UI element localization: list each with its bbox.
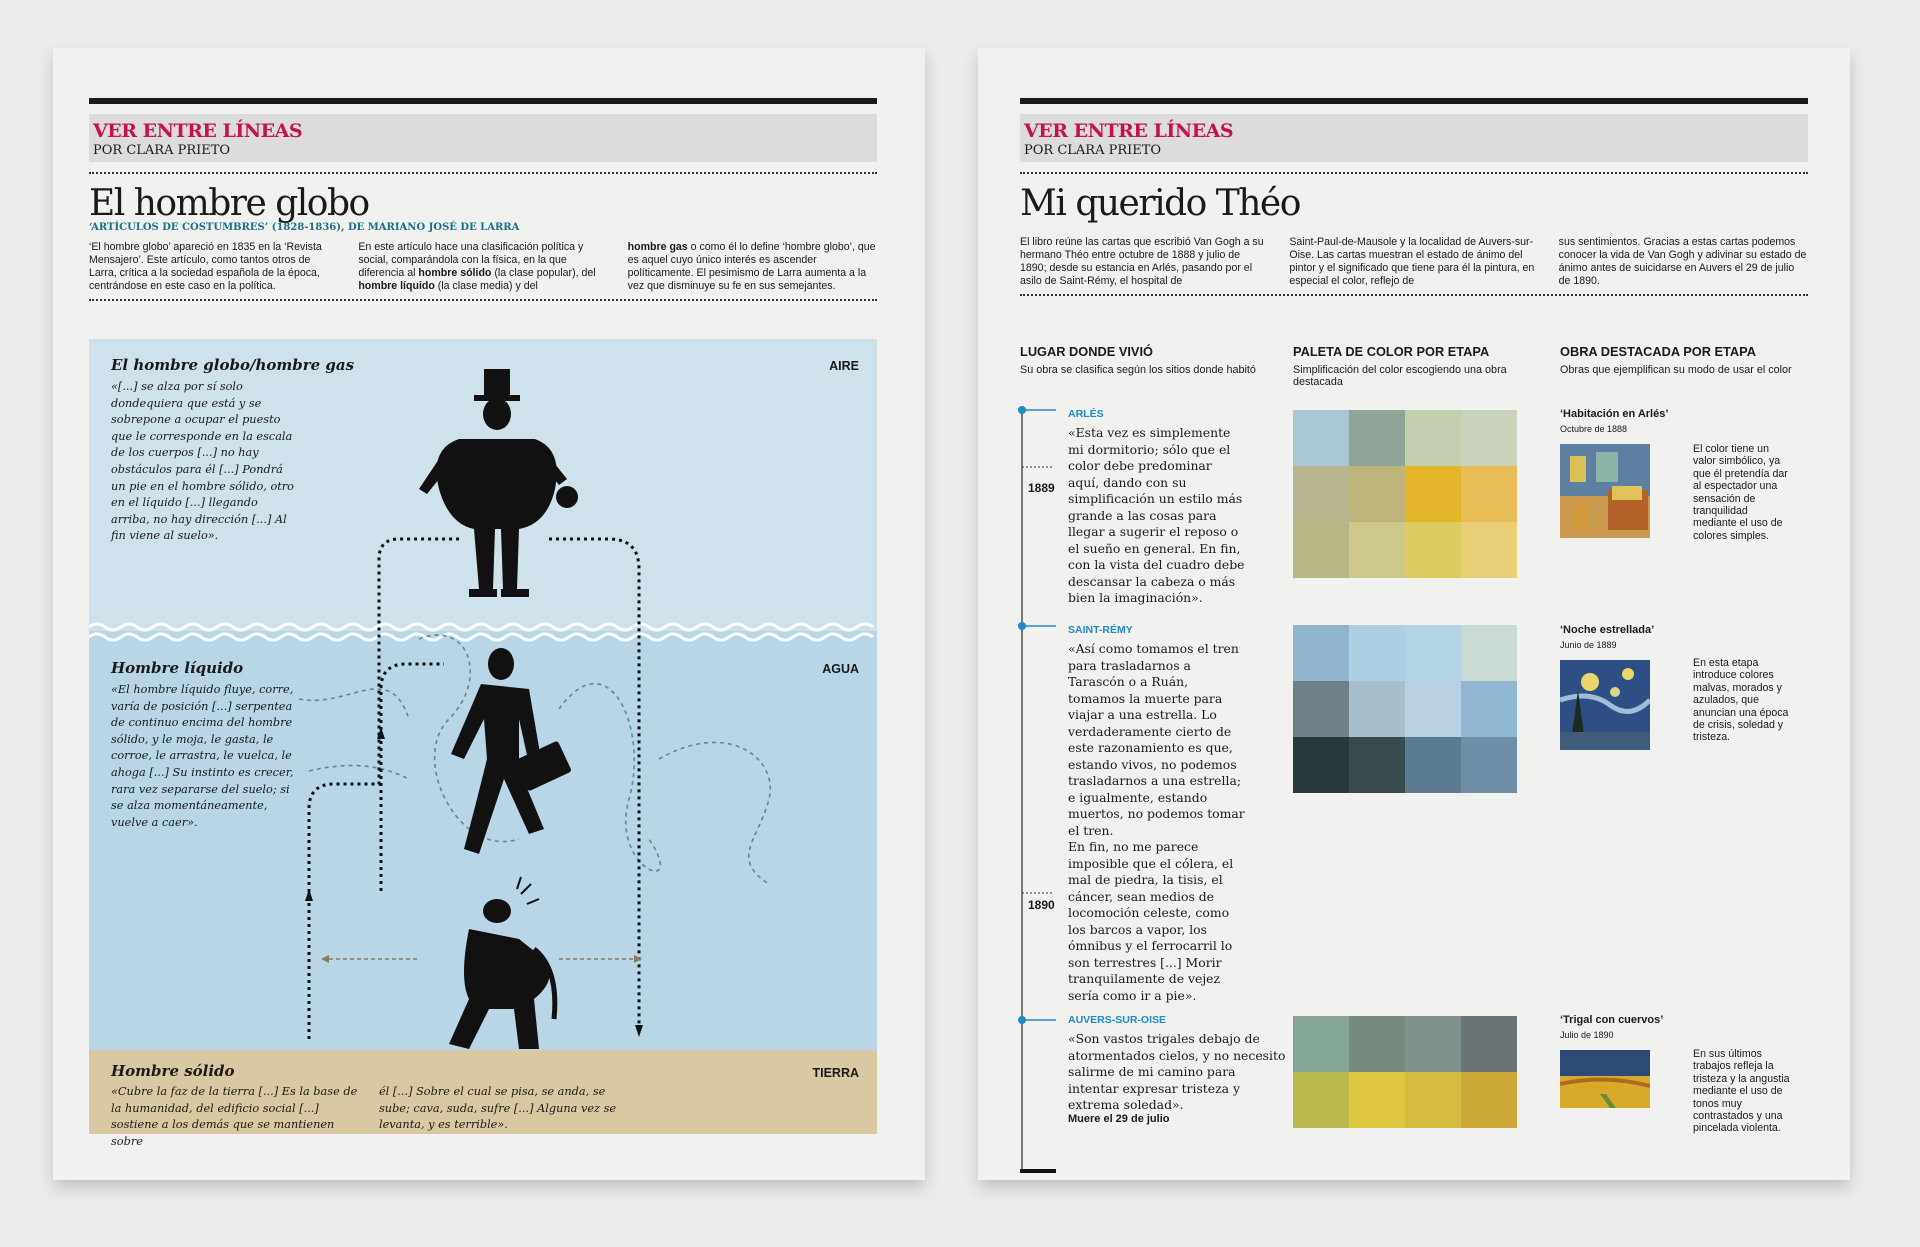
palette-swatch — [1461, 1072, 1517, 1128]
wave-line — [89, 634, 873, 640]
work-desc-arles: El color tiene un valor simbólico, ya que él pretendía dar al espectador una sensación de tranquilidad mediante el uso de colores simples. — [1693, 443, 1788, 542]
palette-swatch — [1461, 1016, 1517, 1072]
left-page — [53, 48, 925, 1180]
water-label: AGUA — [822, 662, 859, 676]
quote-saint-remy: «Así como tomamos el tren para trasladarnos a Tarascón o a Ruán, tomamos la muerte para viajar a una estrella. Lo verdaderamente cierto de este razonamiento es que, estando vivos, no podemos trasladarnos a una estrella; e igualmente, estando muertos, no podemos tomar el tren. En fin, no me parece imposible que el cólera, el mal de piedra, la tisis, el cáncer, sean medios de locomoción celeste, como los barcos a vapor, los ómnibus y el ferrocarril lo son terrestres [...] Morir tranquilamente de vejez sería como ir a pie». — [1068, 641, 1245, 1003]
liquid-man-name: Hombre líquido — [111, 659, 244, 677]
column-work-heading: OBRA DESTACADA POR ETAPA — [1560, 344, 1756, 359]
intro-columns — [1020, 236, 1808, 288]
intro-col-3: hombre gas o como él lo define ‘hombre globo’, que es aquel cuyo único interés es ascender políticamente. El pesimismo de Larra aumenta a la vez que disminuye su fe en sus semejantes. — [627, 241, 876, 292]
column-palette-heading: PALETA DE COLOR POR ETAPA — [1293, 344, 1490, 359]
palette-swatch — [1293, 681, 1349, 737]
palette-swatch — [1349, 737, 1405, 793]
section-header — [89, 114, 877, 162]
column-work — [1560, 344, 1820, 376]
dotted-divider — [1020, 294, 1808, 296]
column-work-desc: Obras que ejemplifican su modo de usar el color — [1560, 364, 1792, 376]
column-palette-desc: Simplificación del color escogiendo una obra destacada — [1293, 364, 1507, 388]
palette-arles — [1293, 410, 1517, 578]
palette-swatch — [1405, 737, 1461, 793]
quote-arles: «Esta vez es simplemente mi dormitorio; sólo que el color debe predominar aquí, dando con su simplificación un estilo más grande a las cosas para llegar a sugerir el reposo o el sueño en general. En fin, con la vista del cuadro debe descansar la cabeza o más bien la imaginación». — [1068, 425, 1245, 605]
palette-swatch — [1293, 410, 1349, 466]
top-rule — [89, 98, 877, 104]
palette-swatch — [1349, 410, 1405, 466]
palette-swatch — [1293, 1016, 1349, 1072]
intro-columns — [89, 241, 877, 293]
work-title-auvers: ‘Trigal con cuervos’ — [1560, 1014, 1664, 1026]
palette-swatch — [1349, 466, 1405, 522]
byline: POR CLARA PRIETO — [1024, 143, 1162, 158]
palette-swatch — [1405, 410, 1461, 466]
earth-label: TIERRA — [812, 1066, 859, 1080]
painting-auvers — [1560, 1050, 1650, 1108]
top-rule — [1020, 98, 1808, 104]
palette-swatch — [1405, 625, 1461, 681]
article-title: El hombre globo — [89, 183, 369, 224]
palette-saint-remy — [1293, 625, 1517, 793]
palette-swatch — [1461, 522, 1517, 578]
column-place-desc: Su obra se clasifica según los sitios donde habitó — [1020, 364, 1256, 376]
column-palette — [1293, 344, 1523, 388]
palette-swatch — [1461, 410, 1517, 466]
work-date-saint-remy: Junio de 1889 — [1560, 640, 1617, 650]
work-desc-saint-remy: En esta etapa introduce colores malvas, morados y azulados, que anuncian una época de crisis, soledad y tristeza. — [1693, 657, 1789, 744]
place-saint-remy: SAINT-RÉMY — [1068, 624, 1133, 636]
intro-col-2: En este artículo hace una clasificación política y social, comparándola con la física, en la que diferencia al hombre sólido (la clase popular), del hombre líquido (la clase media) y del — [358, 241, 596, 292]
palette-swatch — [1405, 1016, 1461, 1072]
dotted-divider — [89, 299, 877, 301]
byline: POR CLARA PRIETO — [93, 143, 231, 158]
air-label: AIRE — [829, 359, 859, 373]
column-place — [1020, 344, 1280, 376]
right-page — [978, 48, 1850, 1180]
palette-swatch — [1405, 1072, 1461, 1128]
place-auvers: AUVERS-SUR-OISE — [1068, 1014, 1167, 1026]
left-header — [89, 98, 877, 301]
palette-swatch — [1461, 737, 1517, 793]
liquid-man-quote: «El hombre líquido fluye, corre, varía de posición [...] serpentea de continuo encima del hombre sólido, y le moja, le gasta, le corroe, le arrastra, le vuelca, le ahoga [...] Su instinto es crecer, rara vez separarse del suelo; si se alza momentáneamente, vuelve a caer». — [111, 683, 294, 829]
palette-swatch — [1293, 522, 1349, 578]
intro-col-2: Saint-Paul-de-Mausole y la localidad de Auvers-sur-Oise. Las cartas muestran el estado de ánimo del pintor y el significado que tiene para él la pintura, en especial el color, reflejo de — [1289, 236, 1535, 287]
palette-swatch — [1349, 681, 1405, 737]
solid-man-quote-1: «Cubre la faz de la tierra [...] Es la base de la humanidad, del edificio social [...] sostiene a los demás que se mantienen sobre — [111, 1085, 358, 1148]
solid-man-figure — [449, 899, 555, 1049]
intro-col-1: El libro reúne las cartas que escribió Van Gogh a su hermano Théo entre octubre de 1888 y julio de 1890; desde su estancia en Arlés, pasando por el asilo de Saint-Rémy, el hospital de — [1020, 236, 1264, 287]
dotted-divider — [89, 172, 877, 174]
article-subtitle: ‘ARTÍCULOS DE COSTUMBRES’ (1828-1836), DE MARIANO JOSÉ DE LARRA — [89, 222, 520, 233]
palette-swatch — [1293, 1072, 1349, 1128]
palette-swatch — [1461, 681, 1517, 737]
section-kicker: VER ENTRE LÍNEAS — [93, 120, 303, 142]
palette-swatch — [1349, 625, 1405, 681]
palette-swatch — [1293, 625, 1349, 681]
work-date-arles: Octubre de 1888 — [1560, 424, 1628, 434]
column-place-heading: LUGAR DONDE VIVIÓ — [1020, 344, 1153, 359]
palette-swatch — [1293, 737, 1349, 793]
palette-swatch — [1405, 522, 1461, 578]
painting-saint-remy — [1560, 660, 1650, 750]
section-kicker: VER ENTRE LÍNEAS — [1024, 120, 1234, 142]
dotted-divider — [1020, 172, 1808, 174]
year-1889: 1889 — [1028, 481, 1055, 495]
wave-line — [89, 624, 873, 630]
palette-swatch — [1405, 681, 1461, 737]
palette-swatch — [1349, 1016, 1405, 1072]
palette-auvers — [1293, 1016, 1517, 1128]
palette-swatch — [1461, 466, 1517, 522]
states-infographic — [89, 339, 877, 1148]
solid-man-name: Hombre sólido — [111, 1062, 235, 1080]
article-title: Mi querido Théo — [1020, 183, 1300, 224]
palette-swatch — [1293, 466, 1349, 522]
work-title-saint-remy: ‘Noche estrellada’ — [1560, 624, 1655, 636]
right-header — [1020, 98, 1808, 296]
intro-col-3: sus sentimientos. Gracias a estas cartas podemos conocer la vida de Van Gogh y adivinar su estado de ánimo antes de suicidarse en Auvers el 29 de julio de 1890. — [1558, 236, 1807, 287]
work-date-auvers: Julio de 1890 — [1560, 1030, 1614, 1040]
gas-man-name: El hombre globo/hombre gas — [111, 356, 355, 374]
death-label: Muere el 29 de julio — [1068, 1113, 1170, 1125]
palette-swatch — [1405, 466, 1461, 522]
effort-lines — [517, 877, 539, 904]
year-1890: 1890 — [1028, 898, 1055, 912]
work-title-arles: ‘Habitación en Arlés’ — [1560, 408, 1669, 420]
gas-man-quote: «[...] se alza por sí solo dondequiera que está y se sobrepone a ocupar el puesto que le corresponde en la escala de los cuerpos [...] no hay obstáculos para él [...] Pondrá un pie en el hombre sólido, otro en el líquido [...] llegando arriba, no hay dirección [...] Al fin viene al suelo». — [111, 380, 294, 543]
section-header — [1020, 114, 1808, 162]
intro-col-1: ‘El hombre globo’ apareció en 1835 en la ‘Revista Mensajero’. Este artículo, como tantos otros de Larra, crítica a la sociedad española de la época, centrándose en este caso en la política. — [89, 241, 322, 292]
place-arles: ARLÉS — [1068, 408, 1104, 420]
palette-swatch — [1349, 1072, 1405, 1128]
quote-auvers: «Son vastos trigales debajo de atormentados cielos, y no necesito salirme de mi camino para intentar expresar tristeza y extrema soledad». — [1068, 1031, 1286, 1112]
gas-man-figure — [419, 369, 578, 597]
palette-swatch — [1349, 522, 1405, 578]
palette-swatch — [1461, 625, 1517, 681]
work-desc-auvers: En sus últimos trabajos refleja la tristeza y la angustia mediante el uso de tonos muy contrastados y una pincelada violenta. — [1693, 1048, 1790, 1135]
solid-man-quote-2: él [...] Sobre el cual se pisa, se anda, se sube; cava, suda, sufre [...] Alguna vez se levanta, y es terrible». — [379, 1085, 617, 1132]
painting-arles — [1560, 444, 1650, 538]
